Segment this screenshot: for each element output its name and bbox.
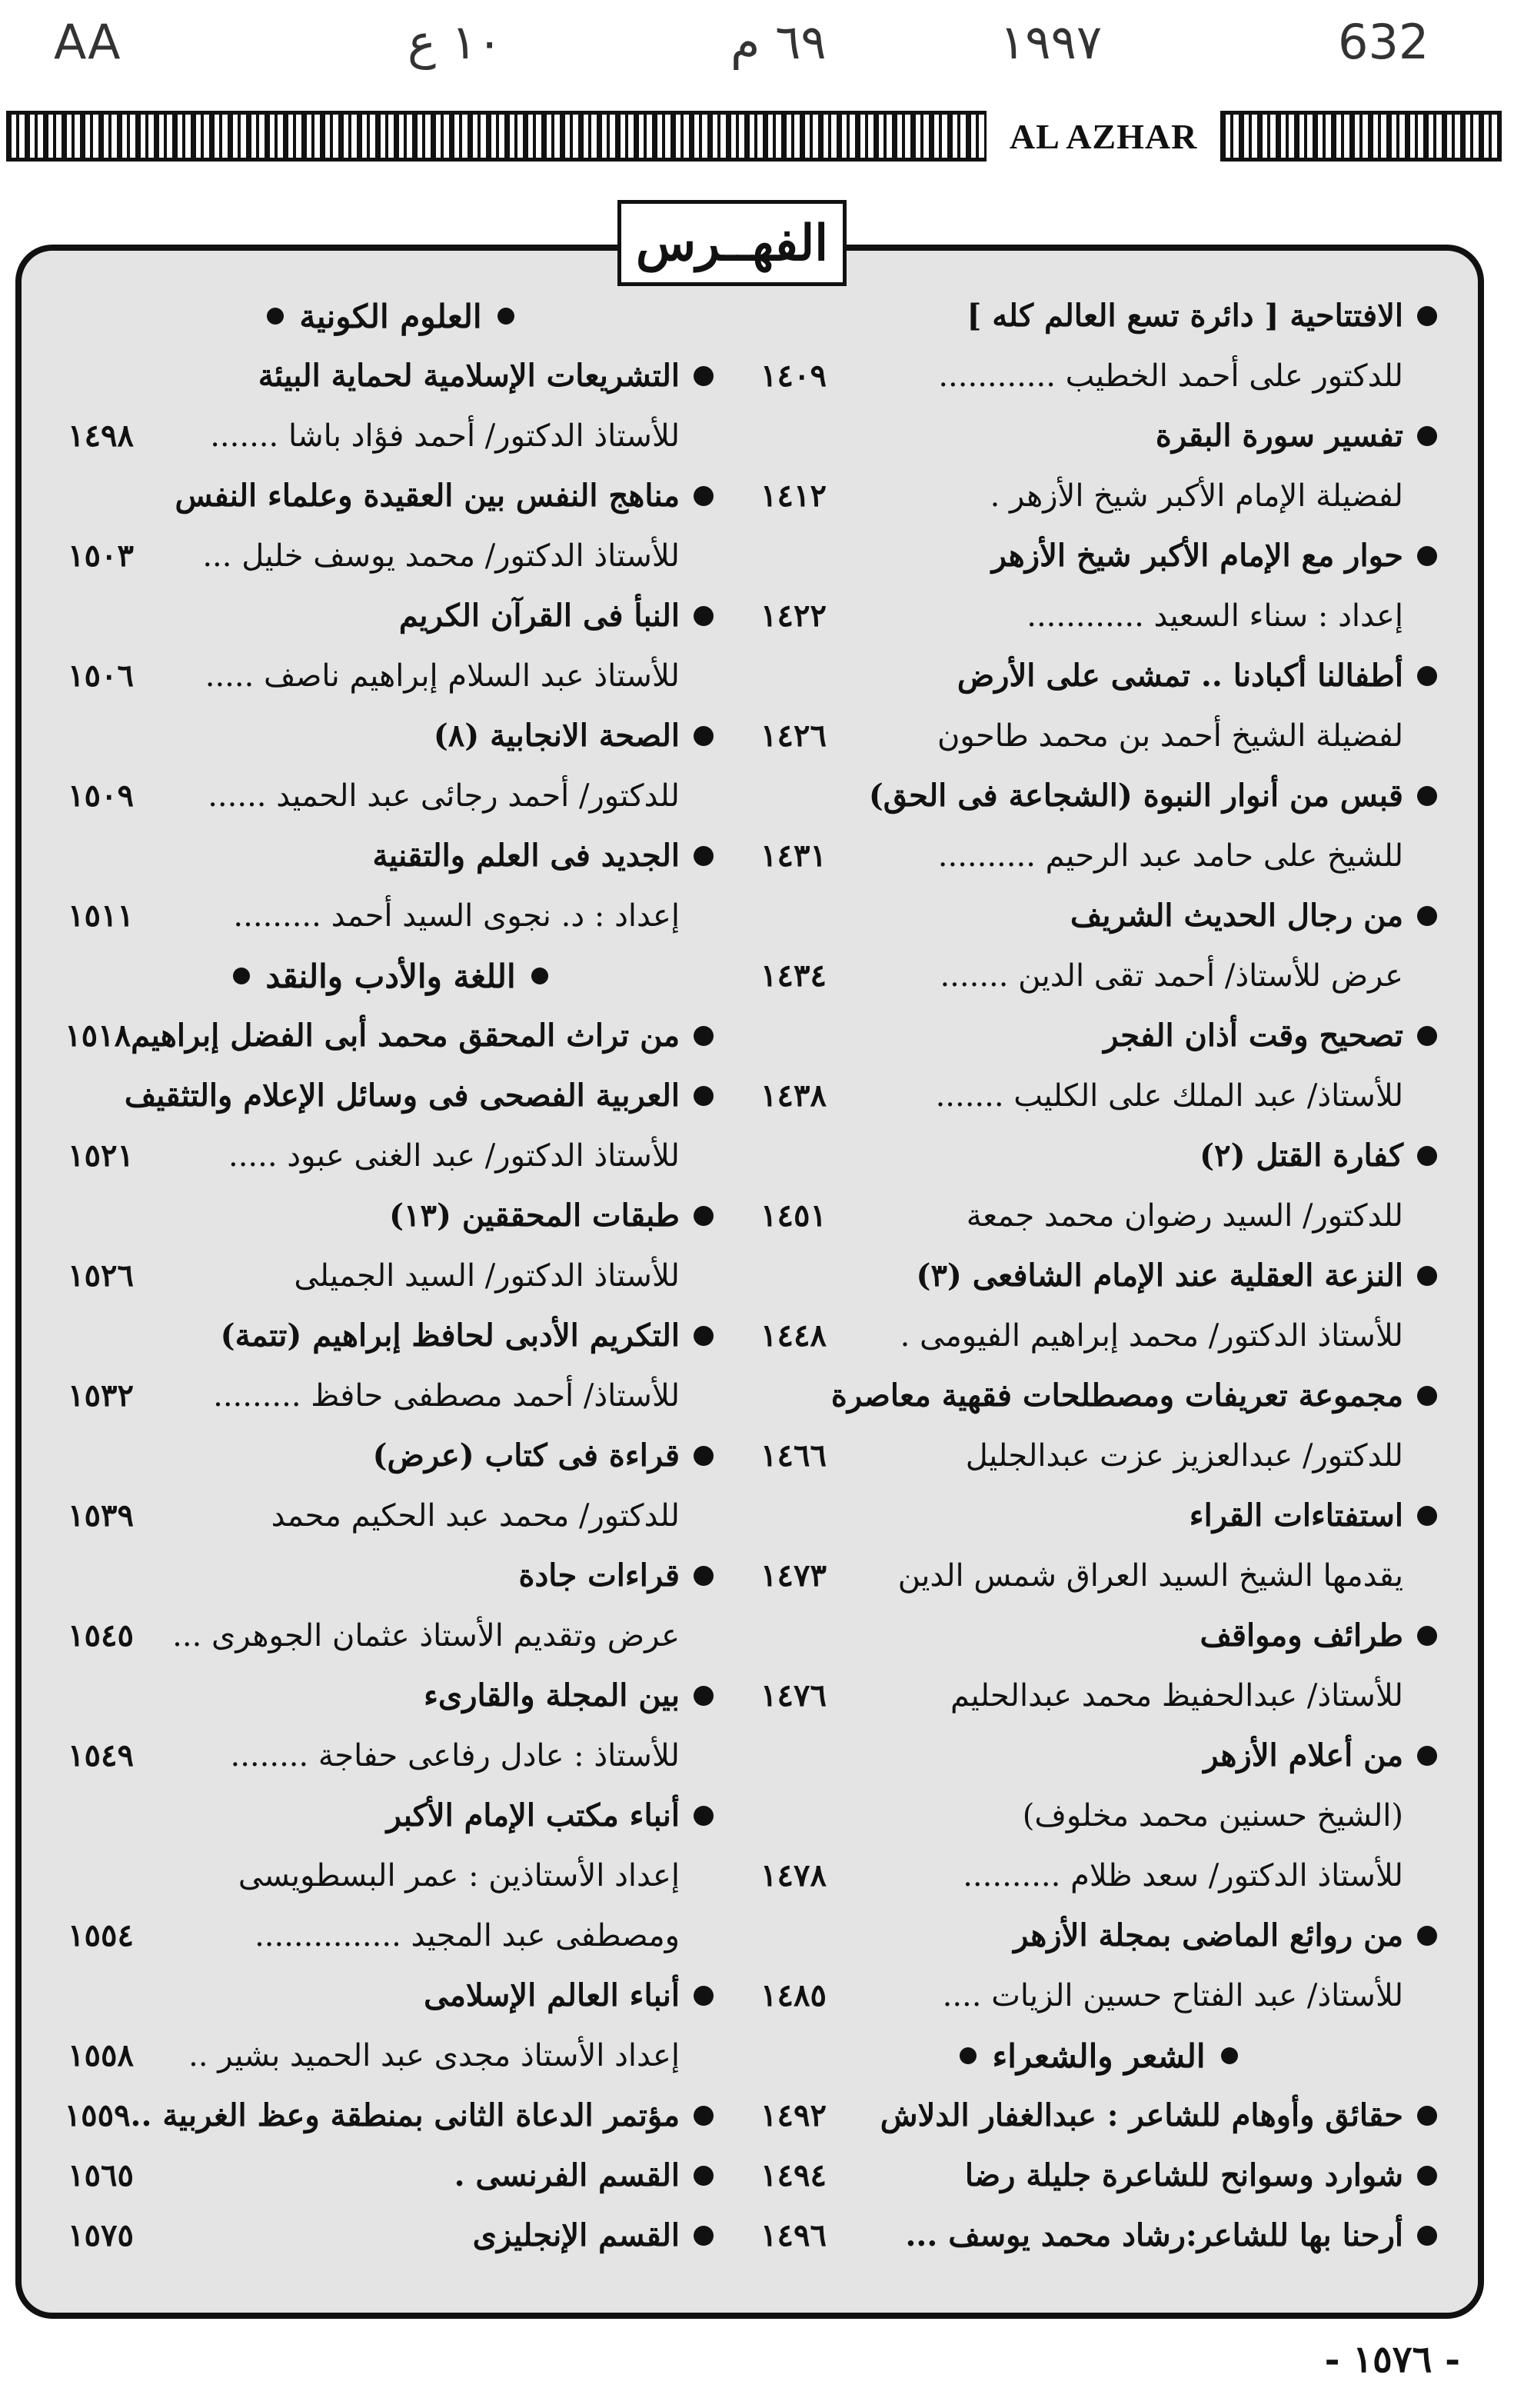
- section-title: اللغة والأدب والنقد: [265, 957, 516, 995]
- index-byline: [68, 886, 714, 946]
- bullet-icon: [694, 726, 714, 746]
- entry-author: إعداد الأستاذ مجدى عبد الحميد بشير ..: [188, 2038, 680, 2073]
- section-title: العلوم الكونية: [299, 297, 482, 335]
- entry-title: أطفالنا أكبادنا .. تمشى على الأرض: [957, 658, 1403, 694]
- index-entry: [760, 1006, 1437, 1066]
- index-entry: [68, 346, 714, 406]
- page-ref: ١٥٣٢: [68, 1377, 134, 1414]
- page-ref: ١٥١٨: [65, 1017, 131, 1054]
- bullet-icon: [1417, 1026, 1437, 1046]
- index-entry: [760, 766, 1437, 826]
- magazine-title: AL AZHAR: [1009, 116, 1198, 156]
- entry-title: أنباء العالم الإسلامى: [424, 1977, 680, 2013]
- page-ref: ١٥٥٩: [64, 2097, 131, 2133]
- index-entry: [68, 586, 714, 646]
- entry-title: حوار مع الإمام الأكبر شيخ الأزهر: [991, 538, 1403, 574]
- entry-author: للأستاذ/ عبد الفتاح حسين الزيات ....: [942, 1978, 1403, 2013]
- page-ref: ١٥٠٩: [68, 778, 134, 814]
- bullet-icon: [694, 1986, 714, 2006]
- bullet-icon: [1417, 786, 1437, 806]
- page-ref: ١٤٧٣: [760, 1557, 827, 1594]
- index-byline: [68, 1906, 714, 1966]
- bullet-icon: [1221, 2047, 1238, 2064]
- bullet-icon: [1417, 2226, 1437, 2246]
- index-byline: [760, 1066, 1437, 1126]
- page-ref: ١٤٨٥: [760, 1977, 827, 2013]
- entry-author: للدكتور/ عبدالعزيز عزت عبدالجليل: [965, 1438, 1403, 1474]
- entry-author: للأستاذ الدكتور/ أحمد فؤاد باشا .......: [210, 418, 680, 454]
- entry-title: حقائق وأوهام للشاعر : عبدالغفار الدلاش: [880, 2097, 1403, 2133]
- index-entry: [68, 1546, 714, 1606]
- index-byline: [760, 346, 1437, 406]
- bullet-icon: [1417, 546, 1437, 566]
- entry-author: للأستاذ/ عبد الملك على الكليب .......: [935, 1078, 1403, 1114]
- index-title: الفهــرس: [617, 200, 847, 286]
- entry-title: طرائف ومواقف: [1200, 1617, 1403, 1654]
- page-ref: ١٤٤٨: [760, 1317, 827, 1354]
- entry-title: مؤتمر الدعاة الثانى بمنطقة وعظ الغربية ..: [130, 2097, 680, 2133]
- bullet-icon: [1417, 2166, 1437, 2186]
- index-entry: [760, 1366, 1437, 1426]
- entry-author: إعداد : د. نجوى السيد أحمد .........: [233, 898, 680, 934]
- section-heading: [68, 286, 714, 346]
- index-byline: [68, 1606, 714, 1666]
- index-entry: [760, 1906, 1437, 1966]
- entry-author: إعداد : سناء السعيد ............: [1027, 598, 1403, 634]
- entry-title: قراءات جادة: [518, 1557, 680, 1594]
- page-ref: ١٥٠٦: [68, 658, 134, 694]
- bullet-icon: [1417, 1146, 1437, 1166]
- entry-title: القسم الإنجليزى: [472, 2217, 680, 2253]
- index-byline: [68, 2026, 714, 2086]
- page-ref: ١٤٣٤: [760, 958, 827, 994]
- entry-title: من تراث المحقق محمد أبى الفضل إبراهيم: [131, 1017, 680, 1054]
- index-byline: [68, 1726, 714, 1786]
- index-entry: [760, 406, 1437, 466]
- bullet-icon: [694, 1086, 714, 1106]
- entry-title: الافتتاحية [ دائرة تسع العالم كله ]: [967, 298, 1403, 334]
- bullet-icon: [1417, 306, 1437, 326]
- bullet-icon: [694, 366, 714, 386]
- index-entry: [64, 2086, 714, 2146]
- page-ref: ١٤٠٩: [760, 358, 827, 394]
- bullet-icon: [960, 2047, 977, 2064]
- entry-title: التشريعات الإسلامية لحماية البيئة: [258, 358, 680, 394]
- entry-title: أنباء مكتب الإمام الأكبر: [386, 1797, 680, 1833]
- entry-title: الجديد فى العلم والتقنية: [372, 838, 680, 874]
- entry-title: من رجال الحديث الشريف: [1070, 898, 1403, 934]
- index-byline: [68, 406, 714, 466]
- handwritten-note: ١٠ ع: [408, 14, 503, 70]
- index-column-right: [760, 286, 1437, 2266]
- index-entry: [760, 1246, 1437, 1306]
- entry-title: قراءة فى كتاب (عرض): [372, 1437, 680, 1474]
- handwritten-note: ٦٩ م: [730, 14, 827, 70]
- entry-author: للأستاذ عبد السلام إبراهيم ناصف .....: [205, 658, 680, 694]
- entry-title: طبقات المحققين (١٣): [389, 1197, 680, 1234]
- entry-title: الصحة الانجابية (٨): [433, 718, 680, 754]
- index-entry: [68, 1426, 714, 1486]
- index-entry: [68, 1306, 714, 1366]
- bullet-icon: [1417, 1926, 1437, 1946]
- bullet-icon: [694, 1206, 714, 1226]
- index-entry: [760, 2206, 1437, 2266]
- index-entry: [760, 2086, 1437, 2146]
- index-byline: [760, 1426, 1437, 1486]
- index-byline: [760, 1666, 1437, 1726]
- index-entry: [68, 826, 714, 886]
- index-entry: [760, 1486, 1437, 1546]
- entry-author: للأستاذ الدكتور/ السيد الجميلى: [294, 1258, 680, 1294]
- index-entry: [68, 1966, 714, 2026]
- index-byline: [68, 1486, 714, 1546]
- entry-author: يقدمها الشيخ السيد العراق شمس الدين: [897, 1558, 1403, 1594]
- index-byline: [760, 1786, 1437, 1846]
- entry-author: للأستاذ الدكتور/ محمد يوسف خليل ...: [202, 538, 680, 574]
- index-byline: [68, 766, 714, 826]
- page-ref: ١٥٣٩: [68, 1497, 134, 1534]
- index-entry: [760, 886, 1437, 946]
- entry-author: لفضيلة الشيخ أحمد بن محمد طاحون: [937, 718, 1403, 754]
- page-ref: ١٥٢٦: [68, 1257, 134, 1294]
- page-header: [6, 108, 1502, 165]
- page-ref: ١٤١٢: [760, 478, 827, 514]
- bullet-icon: [694, 486, 714, 506]
- bullet-icon: [1417, 906, 1437, 926]
- entry-title: بين المجلة والقارىء: [424, 1677, 680, 1714]
- entry-title: القسم الفرنسى .: [454, 2157, 680, 2193]
- entry-author: للأستاذ الدكتور/ عبد الغنى عبود .....: [228, 1138, 680, 1174]
- bullet-icon: [694, 2106, 714, 2126]
- index-entry: [68, 2206, 714, 2266]
- index-entry: [68, 706, 714, 766]
- page-ref: ١٥١١: [68, 898, 134, 934]
- index-entry: [760, 1726, 1437, 1786]
- entry-title: كفارة القتل (٢): [1200, 1137, 1403, 1174]
- page-ref: ١٤٩٦: [760, 2217, 827, 2253]
- handwritten-note: AA: [54, 14, 121, 70]
- section-heading: [760, 2026, 1437, 2086]
- decorative-border: [1220, 111, 1502, 162]
- entry-author: (الشيخ حسنين محمد مخلوف): [1022, 1798, 1403, 1833]
- index-entry: [68, 1666, 714, 1726]
- index-byline: [68, 1246, 714, 1306]
- page-number: - ١٥٧٦ -: [1324, 2338, 1460, 2381]
- index-byline: [68, 646, 714, 706]
- index-entry: [760, 1606, 1437, 1666]
- entry-author: للشيخ على حامد عبد الرحيم ..........: [937, 838, 1403, 874]
- entry-author: إعداد الأستاذين : عمر البسطويسى: [238, 1858, 680, 1893]
- page-ref: ١٤٧٦: [760, 1677, 827, 1714]
- page-ref: ١٥٧٥: [68, 2217, 134, 2253]
- page-ref: ١٥٠٣: [68, 538, 134, 574]
- index-entry: [760, 2146, 1437, 2206]
- page-ref: ١٤٦٦: [760, 1437, 827, 1474]
- entry-author: لفضيلة الإمام الأكبر شيخ الأزهر .: [990, 478, 1403, 514]
- index-byline: [68, 1126, 714, 1186]
- page-ref: ١٤٣١: [760, 838, 827, 874]
- bullet-icon: [1417, 1386, 1437, 1406]
- entry-title: تصحيح وقت أذان الفجر: [1103, 1017, 1403, 1054]
- index-byline: [760, 706, 1437, 766]
- index-byline: [68, 1846, 714, 1906]
- bullet-icon: [1417, 1746, 1437, 1766]
- bullet-icon: [267, 308, 284, 325]
- entry-author: للأستاذ : عادل رفاعى حفاجة ........: [230, 1738, 680, 1774]
- section-title: الشعر والشعراء: [992, 2037, 1206, 2075]
- page-ref: ١٤٩٢: [760, 2097, 827, 2133]
- entry-author: للأستاذ/ عبدالحفيظ محمد عبدالحليم: [950, 1678, 1403, 1714]
- entry-author: عرض للأستاذ/ أحمد تقى الدين .......: [940, 958, 1403, 994]
- entry-author: للدكتور على أحمد الخطيب ............: [938, 358, 1403, 394]
- bullet-icon: [694, 846, 714, 866]
- entry-title: مناهج النفس بين العقيدة وعلماء النفس: [175, 478, 680, 514]
- entry-title: النبأ فى القرآن الكريم: [398, 598, 680, 634]
- entry-title: النزعة العقلية عند الإمام الشافعى (٣): [916, 1257, 1403, 1294]
- index-byline: [68, 526, 714, 586]
- index-byline: [760, 466, 1437, 526]
- entry-title: تفسير سورة البقرة: [1155, 418, 1403, 454]
- entry-author: للأستاذ/ أحمد مصطفى حافظ .........: [213, 1378, 680, 1414]
- page-ref: ١٤٩٤: [760, 2157, 827, 2193]
- entry-title: مجموعة تعريفات ومصطلحات فقهية معاصرة: [830, 1377, 1403, 1414]
- entry-title: أرحنا بها للشاعر:رشاد محمد يوسف ...: [905, 2217, 1403, 2253]
- page-ref: ١٤٧٨: [760, 1857, 827, 1893]
- page-ref: ١٤٢٢: [760, 598, 827, 634]
- bullet-icon: [694, 1026, 714, 1046]
- entry-author: للدكتور/ أحمد رجائى عبد الحميد ......: [208, 778, 680, 814]
- index-entry: [68, 2146, 714, 2206]
- entry-title: شوارد وسوانح للشاعرة جليلة رضا: [964, 2157, 1403, 2193]
- index-byline: [760, 826, 1437, 886]
- page-ref: ١٤٢٦: [760, 718, 827, 754]
- bullet-icon: [694, 606, 714, 626]
- index-column-left: [64, 286, 714, 2266]
- entry-author: للأستاذ الدكتور/ سعد ظلام ..........: [963, 1858, 1403, 1893]
- index-entry: [760, 526, 1437, 586]
- bullet-icon: [1417, 1506, 1437, 1526]
- index-entry: [760, 1126, 1437, 1186]
- index-byline: [760, 1306, 1437, 1366]
- entry-author: ومصطفى عبد المجيد ...............: [255, 1918, 680, 1953]
- index-entry: [65, 1006, 714, 1066]
- handwritten-note: ١٩٩٧: [1000, 14, 1103, 70]
- entry-title: قبس من أنوار النبوة (الشجاعة فى الحق): [868, 778, 1403, 814]
- index-byline: [760, 1186, 1437, 1246]
- bullet-icon: [694, 1446, 714, 1466]
- index-byline: [760, 1846, 1437, 1906]
- bullet-icon: [694, 1326, 714, 1346]
- index-byline: [760, 946, 1437, 1006]
- index-entry: [68, 466, 714, 526]
- page-ref: ١٤٥١: [760, 1197, 827, 1234]
- page-ref: ١٥٦٥: [68, 2157, 134, 2193]
- index-entry: [760, 286, 1437, 346]
- index-byline: [760, 1966, 1437, 2026]
- entry-author: للدكتور/ السيد رضوان محمد جمعة: [966, 1198, 1403, 1234]
- bullet-icon: [497, 308, 514, 325]
- bullet-icon: [694, 1566, 714, 1586]
- bullet-icon: [694, 2166, 714, 2186]
- decorative-border: [6, 111, 987, 162]
- section-heading: [68, 946, 714, 1006]
- page-ref: ١٤٣٨: [760, 1077, 827, 1114]
- bullet-icon: [233, 968, 250, 984]
- entry-title: التكريم الأدبى لحافظ إبراهيم (تتمة): [220, 1317, 680, 1354]
- index-byline: [760, 1546, 1437, 1606]
- page-ref: ١٥٤٥: [68, 1617, 134, 1654]
- bullet-icon: [694, 1686, 714, 1706]
- bullet-icon: [694, 2226, 714, 2246]
- index-entry: [760, 646, 1437, 706]
- bullet-icon: [1417, 426, 1437, 446]
- index-entry: [68, 1186, 714, 1246]
- index-entry: [68, 1786, 714, 1846]
- page-ref: ١٥٢١: [68, 1137, 134, 1174]
- entry-title: استفتاءات القراء: [1189, 1497, 1403, 1534]
- entry-title: من روائع الماضى بمجلة الأزهر: [1013, 1917, 1403, 1953]
- index-byline: [68, 1366, 714, 1426]
- handwritten-note: 632: [1338, 14, 1429, 70]
- page-ref: ١٤٩٨: [68, 418, 134, 454]
- bullet-icon: [1417, 1626, 1437, 1646]
- page-ref: ١٥٤٩: [68, 1737, 134, 1774]
- bullet-icon: [1417, 666, 1437, 686]
- bullet-icon: [531, 968, 548, 984]
- index-byline: [760, 586, 1437, 646]
- bullet-icon: [694, 1806, 714, 1826]
- bullet-icon: [1417, 2106, 1437, 2126]
- entry-author: للأستاذ الدكتور/ محمد إبراهيم الفيومى .: [900, 1318, 1403, 1354]
- bullet-icon: [1417, 1266, 1437, 1286]
- entry-title: العربية الفصحى فى وسائل الإعلام والتثقيف: [124, 1077, 680, 1114]
- entry-author: للدكتور/ محمد عبد الحكيم محمد: [271, 1498, 680, 1534]
- entry-author: عرض وتقديم الأستاذ عثمان الجوهرى ...: [172, 1618, 680, 1654]
- entry-title: من أعلام الأزهر: [1203, 1737, 1403, 1774]
- page-ref: ١٥٥٨: [68, 2037, 134, 2073]
- index-entry: [68, 1066, 714, 1126]
- page-ref: ١٥٥٤: [68, 1917, 134, 1953]
